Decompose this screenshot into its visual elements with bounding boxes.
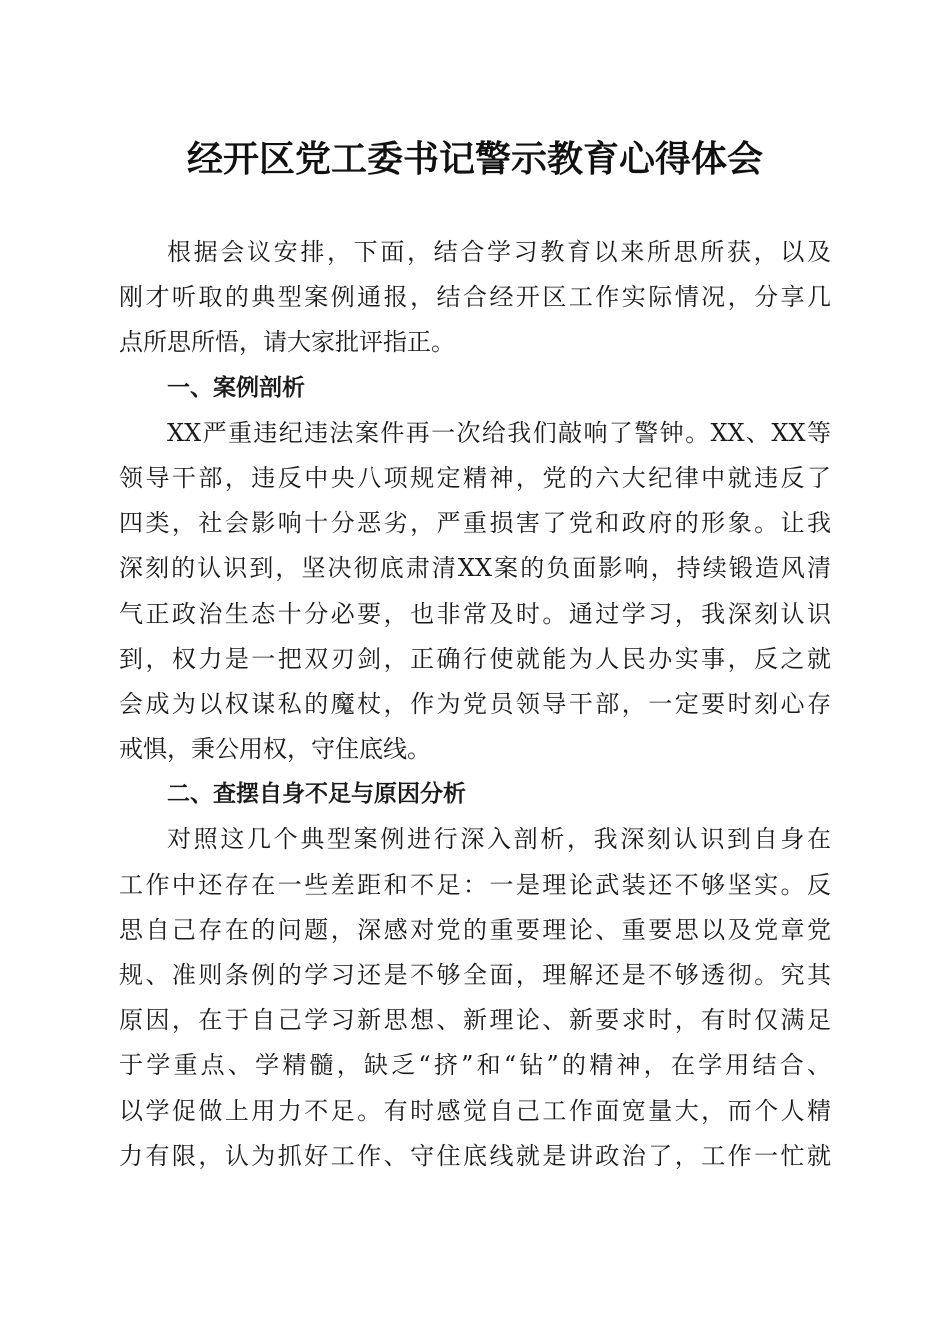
paragraph-line: 到，权力是一把双刃剑，正确行使就能为人民办实事，反之就 bbox=[119, 644, 831, 673]
paragraph-line: 于学重点、学精髓，缺乏“挤”和“钻”的精神，在学用结合、 bbox=[119, 1051, 831, 1080]
paragraph-line: 戒惧，秉公用权，守住底线。 bbox=[119, 735, 431, 764]
paragraph-line: 思自己存在的问题，深感对党的重要理论、重要思以及党章党 bbox=[119, 915, 831, 944]
paragraph-line: XX严重违纪违法案件再一次给我们敲响了警钟。XX、XX等 bbox=[167, 418, 831, 447]
section-heading: 二、查摆自身不足与原因分析 bbox=[167, 781, 466, 808]
paragraph-line: 根据会议安排，下面，结合学习教育以来所思所获，以及 bbox=[167, 238, 831, 266]
paragraph-line: 领导干部，违反中央八项规定精神，党的六大纪律中就违反了 bbox=[119, 463, 831, 492]
paragraph-line: 原因，在于自己学习新思想、新理论、新要求时，有时仅满足 bbox=[119, 1006, 831, 1035]
paragraph-line: 气正政治生态十分必要，也非常及时。通过学习，我深刻认识 bbox=[119, 599, 831, 628]
paragraph-line: 点所思所悟，请大家批评指正。 bbox=[119, 328, 455, 357]
document-title: 经开区党工委书记警示教育心得体会 bbox=[186, 138, 763, 180]
paragraph-line: 工作中还存在一些差距和不足：一是理论武装还不够坚实。反 bbox=[119, 870, 831, 899]
paragraph-line: 四类，社会影响十分恶劣，严重损害了党和政府的形象。让我 bbox=[119, 509, 831, 538]
paragraph-line: 对照这几个典型案例进行深入剖析，我深刻认识到自身在 bbox=[167, 825, 831, 854]
paragraph-line: 力有限，认为抓好工作、守住底线就是讲政治了，工作一忙就 bbox=[119, 1141, 831, 1170]
paragraph-line: 以学促做上用力不足。有时感觉自己工作面宽量大，而个人精 bbox=[119, 1096, 831, 1125]
paragraph-line: 会成为以权谋私的魔杖，作为党员领导干部，一定要时刻心存 bbox=[119, 689, 831, 718]
document-body bbox=[119, 230, 831, 1179]
paragraph-line: 刚才听取的典型案例通报，结合经开区工作实际情况，分享几 bbox=[119, 283, 831, 312]
paragraph-line: 规、准则条例的学习还是不够全面，理解还是不够透彻。究其 bbox=[119, 961, 831, 989]
section-heading: 一、案例剖析 bbox=[167, 374, 305, 401]
paragraph-line: 深刻的认识到，坚决彻底肃清XX案的负面影响，持续锻造风清 bbox=[119, 554, 831, 583]
